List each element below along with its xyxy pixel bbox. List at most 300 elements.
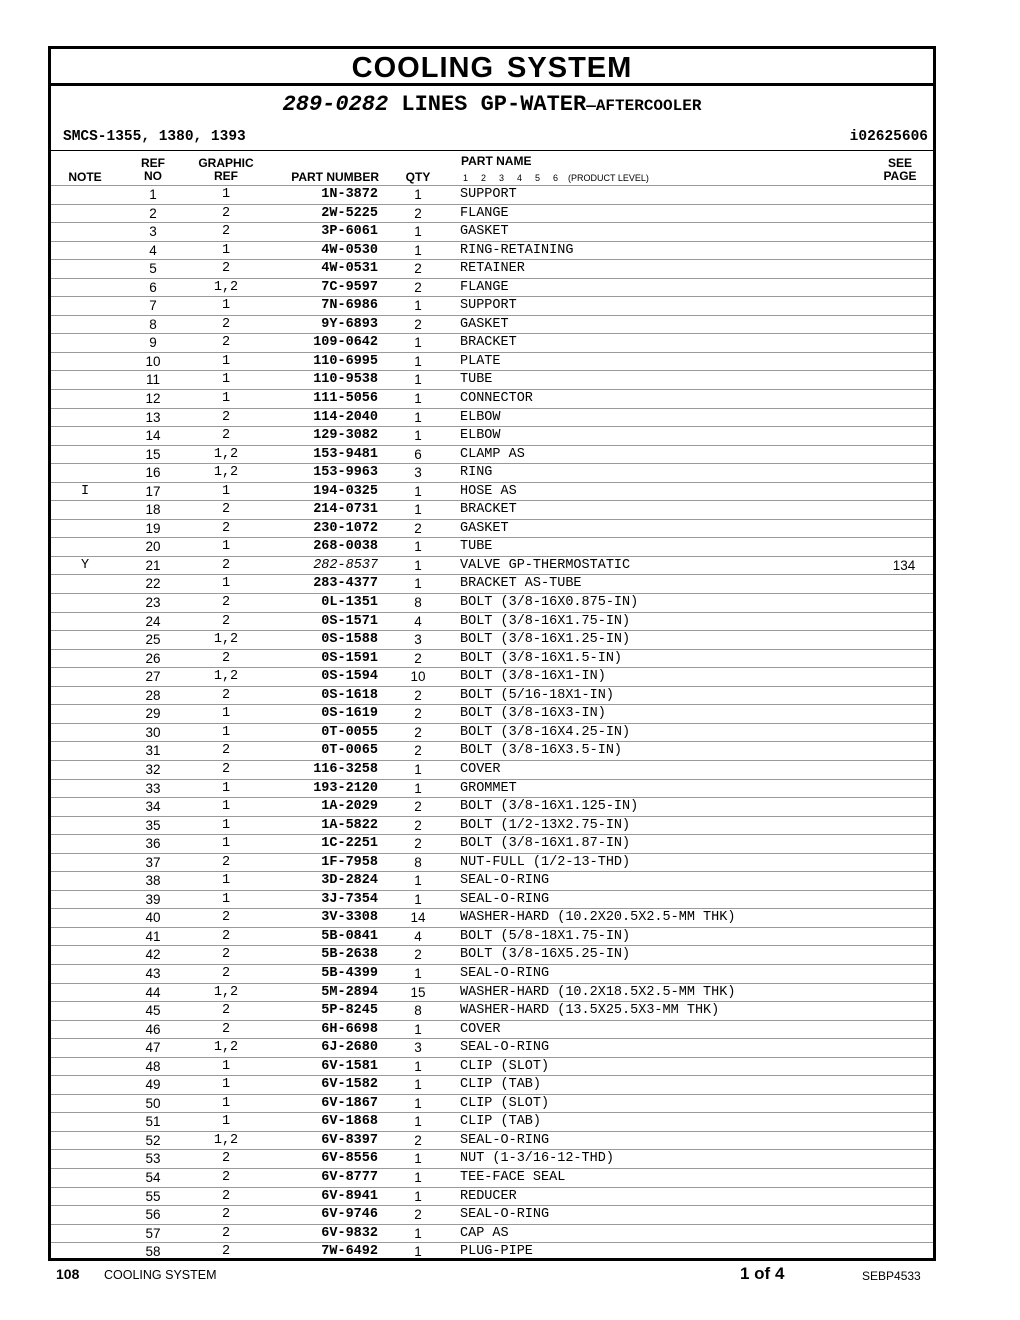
qty-cell: 4 [414, 613, 422, 629]
table-row [51, 185, 933, 204]
ref-no-cell: 24 [145, 613, 161, 629]
part-number-cell: 5M-2894 [321, 984, 378, 1000]
footer-doc-number: SEBP4533 [862, 1269, 921, 1283]
col-graphic-bottom: REF [214, 169, 238, 183]
graphic-ref-cell: 2 [221, 650, 231, 666]
table-row [51, 463, 933, 482]
ref-no-cell: 47 [145, 1040, 161, 1056]
qty-cell: 1 [414, 1095, 422, 1111]
qty-cell: 1 [414, 391, 422, 407]
ref-no-cell: 50 [145, 1095, 161, 1111]
footer-page-count: 1 of 4 [740, 1264, 785, 1283]
ref-no-cell: 45 [145, 1003, 161, 1019]
ref-no-cell: 35 [145, 817, 161, 833]
qty-cell: 2 [414, 316, 422, 332]
ref-no-cell: 38 [145, 873, 161, 889]
ref-no-cell: 41 [145, 928, 161, 944]
ref-no-cell: 8 [149, 316, 157, 332]
table-row [51, 797, 933, 816]
level-4: 4 [517, 173, 523, 183]
ref-no-cell: 19 [145, 520, 161, 536]
parts-list-frame [48, 46, 936, 1261]
part-number-cell: 6V-1582 [321, 1077, 378, 1093]
part-number-cell: 1N-3872 [321, 187, 378, 202]
part-number-cell: 7W-6492 [321, 1244, 378, 1260]
col-graphic-top: GRAPHIC [198, 156, 254, 170]
part-number-cell: 9Y-6893 [321, 316, 378, 332]
ref-no-cell: 21 [145, 557, 161, 573]
table-row [51, 927, 933, 946]
part-name-cell: CONNECTOR [460, 391, 533, 407]
part-name-cell: TUBE [460, 372, 493, 388]
table-row [51, 667, 933, 686]
graphic-ref-cell: 2 [221, 520, 231, 536]
table-row [51, 1168, 933, 1187]
ref-no-cell: 34 [145, 799, 161, 815]
graphic-ref-cell: 2 [221, 1169, 231, 1185]
page-title: COOLING SYSTEM [351, 52, 633, 84]
part-number-cell: 6V-1868 [321, 1114, 378, 1130]
table-row [51, 1205, 933, 1224]
qty-cell: 1 [414, 965, 422, 981]
part-name-cell: WASHER-HARD (10.2X18.5X2.5-MM THK) [460, 984, 736, 1000]
graphic-ref-cell: 2 [221, 502, 231, 518]
ref-no-cell: 54 [145, 1169, 161, 1185]
part-number-cell: 7N-6986 [321, 298, 378, 314]
qty-cell: 1 [414, 242, 422, 258]
qty-cell: 1 [414, 761, 422, 777]
table-row [51, 352, 933, 371]
part-number-cell: 214-0731 [313, 502, 378, 518]
ref-no-cell: 55 [145, 1188, 161, 1204]
part-number-cell: 6V-9832 [321, 1225, 378, 1241]
graphic-ref-cell: 1,2 [213, 1040, 239, 1056]
part-number-cell: 6V-1867 [321, 1095, 378, 1111]
part-number-cell: 0S-1571 [321, 613, 378, 629]
table-row [51, 241, 933, 260]
graphic-ref-cell: 2 [221, 928, 231, 944]
ref-no-cell: 32 [145, 761, 161, 777]
part-number-cell: 268-0038 [313, 539, 378, 555]
part-name-cell: FLANGE [460, 279, 509, 295]
table-row [51, 741, 933, 760]
graphic-ref-cell: 2 [221, 557, 231, 573]
ref-no-cell: 53 [145, 1151, 161, 1167]
qty-cell: 2 [414, 205, 422, 221]
table-row [51, 816, 933, 835]
table-row [51, 945, 933, 964]
ref-no-cell: 18 [145, 502, 161, 518]
qty-cell: 1 [414, 1058, 422, 1074]
qty-cell: 2 [414, 520, 422, 536]
qty-cell: 1 [414, 873, 422, 889]
graphic-ref-cell: 2 [221, 854, 231, 870]
table-row [51, 1020, 933, 1039]
ref-no-cell: 30 [145, 724, 161, 740]
group-title-bar [51, 86, 933, 120]
graphic-ref-cell: 2 [221, 687, 231, 703]
ref-no-cell: 56 [145, 1207, 161, 1223]
ref-no-cell: 40 [145, 910, 161, 926]
qty-cell: 2 [414, 1207, 422, 1223]
footer-section-title: COOLING SYSTEM [104, 1268, 217, 1282]
note-cell: Y [80, 557, 90, 573]
col-part-number: PART NUMBER [291, 170, 379, 184]
graphic-ref-cell: 1,2 [213, 632, 239, 648]
qty-cell: 1 [414, 891, 422, 907]
table-row [51, 1094, 933, 1113]
table-row [51, 315, 933, 334]
graphic-ref-cell: 1 [221, 706, 231, 722]
table-row [51, 204, 933, 223]
part-number-cell: 6V-8556 [321, 1151, 378, 1167]
graphic-ref-cell: 1,2 [213, 446, 239, 462]
part-name-cell: SEAL-O-RING [460, 1207, 550, 1223]
part-name-cell: BOLT (5/16-18X1-IN) [460, 687, 614, 703]
col-see-bottom: PAGE [883, 169, 917, 183]
table-row [51, 1075, 933, 1094]
table-row [51, 222, 933, 241]
graphic-ref-cell: 2 [221, 1188, 231, 1204]
qty-cell: 2 [414, 650, 422, 666]
part-number-cell: 2W-5225 [321, 205, 378, 221]
qty-cell: 1 [414, 576, 422, 592]
table-row [51, 983, 933, 1002]
part-name-cell: BOLT (5/8-18X1.75-IN) [460, 928, 631, 944]
ref-no-cell: 33 [145, 780, 161, 796]
ref-no-cell: 52 [145, 1132, 161, 1148]
table-row [51, 834, 933, 853]
graphic-ref-cell: 2 [221, 1207, 231, 1223]
ref-no-cell: 12 [145, 391, 161, 407]
ref-no-cell: 58 [145, 1244, 161, 1260]
qty-cell: 1 [414, 224, 422, 240]
qty-cell: 1 [414, 780, 422, 796]
graphic-ref-cell: 2 [221, 205, 231, 221]
qty-cell: 1 [414, 1244, 422, 1260]
qty-cell: 1 [414, 1114, 422, 1130]
graphic-ref-cell: 2 [221, 428, 231, 444]
table-row [51, 964, 933, 983]
graphic-ref-cell: 2 [221, 224, 231, 240]
part-number-cell: 110-9538 [313, 372, 378, 388]
part-name-cell: BOLT (3/8-16X1.125-IN) [460, 799, 639, 815]
ref-no-cell: 26 [145, 650, 161, 666]
col-note: NOTE [68, 170, 102, 184]
qty-cell: 3 [414, 1040, 422, 1056]
qty-cell: 1 [414, 1169, 422, 1185]
ref-no-cell: 4 [149, 242, 157, 258]
table-row [51, 500, 933, 519]
table-row [51, 649, 933, 668]
part-name-cell: RETAINER [460, 261, 525, 277]
ref-no-cell: 1 [149, 187, 157, 202]
part-number-cell: 116-3258 [313, 761, 378, 777]
part-name-cell: ELBOW [460, 428, 501, 444]
table-row [51, 779, 933, 798]
table-row [51, 686, 933, 705]
graphic-ref-cell: 1 [221, 372, 231, 388]
qty-cell: 2 [414, 817, 422, 833]
qty-cell: 1 [414, 1225, 422, 1241]
table-row [51, 278, 933, 297]
ref-no-cell: 31 [145, 743, 161, 759]
graphic-ref-cell: 1 [221, 873, 231, 889]
part-name-cell: SUPPORT [460, 298, 517, 314]
ref-no-cell: 49 [145, 1077, 161, 1093]
table-row [51, 259, 933, 278]
graphic-ref-cell: 1 [221, 298, 231, 314]
table-row [51, 389, 933, 408]
level-6: 6 [553, 173, 559, 183]
qty-cell: 1 [414, 372, 422, 388]
graphic-ref-cell: 2 [221, 409, 231, 425]
part-name-cell: BOLT (3/8-16X3-IN) [460, 706, 606, 722]
qty-cell: 2 [414, 1132, 422, 1148]
part-number-cell: 5B-2638 [321, 947, 378, 963]
part-name-cell: BOLT (3/8-16X1-IN) [460, 669, 606, 685]
qty-cell: 8 [414, 1003, 422, 1019]
group-title [283, 92, 702, 117]
table-row [51, 890, 933, 909]
ref-no-cell: 36 [145, 836, 161, 852]
part-number-cell: 109-0642 [313, 335, 378, 351]
table-row [51, 612, 933, 631]
qty-cell: 2 [414, 724, 422, 740]
ref-no-cell: 5 [149, 261, 157, 277]
graphic-ref-cell: 2 [221, 613, 231, 629]
ref-no-cell: 29 [145, 706, 161, 722]
part-name-cell: NUT-FULL (1/2-13-THD) [460, 854, 631, 870]
table-row [51, 426, 933, 445]
ref-no-cell: 43 [145, 965, 161, 981]
table-row [51, 370, 933, 389]
graphic-ref-cell: 2 [221, 1021, 231, 1037]
graphic-ref-cell: 1 [221, 1114, 231, 1130]
part-name-cell: PLATE [460, 353, 501, 369]
part-number-cell: 4W-0531 [321, 261, 378, 277]
qty-cell: 3 [414, 465, 422, 481]
ref-no-cell: 11 [145, 372, 160, 388]
part-name-cell: BRACKET [460, 335, 517, 351]
part-name-cell: ELBOW [460, 409, 501, 425]
graphic-ref-cell: 2 [221, 743, 231, 759]
part-number-cell: 3D-2824 [321, 873, 378, 889]
graphic-ref-cell: 1,2 [213, 465, 239, 481]
graphic-ref-cell: 1 [221, 391, 231, 407]
col-ref-top: REF [141, 156, 165, 170]
part-name-cell: BOLT (3/8-16X3.5-IN) [460, 743, 623, 759]
table-row [51, 519, 933, 538]
graphic-ref-cell: 2 [221, 947, 231, 963]
part-number-cell: 283-4377 [313, 576, 378, 592]
part-number-cell: 230-1072 [313, 520, 378, 536]
graphic-ref-cell: 1 [221, 1077, 231, 1093]
table-row [51, 1224, 933, 1243]
part-number-cell: 1F-7958 [321, 854, 378, 870]
col-see-top: SEE [887, 156, 912, 170]
graphic-ref-cell: 2 [221, 1151, 231, 1167]
graphic-ref-cell: 1 [221, 817, 231, 833]
part-name-cell: TUBE [460, 539, 493, 555]
graphic-ref-cell: 1 [221, 353, 231, 369]
graphic-ref-cell: 2 [221, 595, 231, 611]
graphic-ref-cell: 1 [221, 483, 231, 499]
part-number-cell: 0S-1594 [321, 669, 378, 685]
product-level-label: (PRODUCT LEVEL) [568, 173, 649, 183]
title-bar [51, 49, 933, 86]
ref-no-cell: 27 [145, 669, 161, 685]
part-number-cell: 0S-1618 [321, 687, 378, 703]
graphic-ref-cell: 1 [221, 187, 231, 202]
ref-no-cell: 17 [145, 483, 161, 499]
table-row [51, 556, 933, 575]
part-name-cell: SUPPORT [460, 187, 517, 202]
graphic-ref-cell: 1 [221, 891, 231, 907]
qty-cell: 1 [414, 502, 422, 518]
qty-cell: 1 [414, 1188, 422, 1204]
ref-no-cell: 22 [145, 576, 161, 592]
ref-no-cell: 13 [145, 409, 161, 425]
graphic-ref-cell: 1 [221, 780, 231, 796]
part-name-cell: BOLT (1/2-13X2.75-IN) [460, 817, 631, 833]
col-part-name: PART NAME [461, 154, 532, 168]
qty-cell: 1 [414, 1021, 422, 1037]
ref-no-cell: 14 [145, 428, 161, 444]
qty-cell: 1 [414, 409, 422, 425]
ref-no-cell: 42 [145, 947, 161, 963]
graphic-ref-cell: 2 [221, 965, 231, 981]
part-name-cell: GASKET [460, 316, 509, 332]
ref-no-cell: 48 [145, 1058, 161, 1074]
table-row [51, 853, 933, 872]
parts-table-body [51, 185, 933, 1261]
qty-cell: 6 [414, 446, 422, 462]
part-name-cell: CLIP (SLOT) [460, 1058, 550, 1074]
part-name-cell: PLUG-PIPE [460, 1244, 533, 1260]
part-number-cell: 6V-9746 [321, 1207, 378, 1223]
graphic-ref-cell: 2 [221, 910, 231, 926]
graphic-ref-cell: 1 [221, 242, 231, 258]
part-name-cell: RING [460, 465, 493, 481]
part-number-cell: 0T-0055 [321, 724, 378, 740]
table-row [51, 760, 933, 779]
part-name-cell: CLIP (TAB) [460, 1077, 542, 1093]
qty-cell: 1 [414, 483, 422, 499]
table-row [51, 482, 933, 501]
part-number-cell: 0T-0065 [321, 743, 378, 759]
part-number-cell: 1C-2251 [321, 836, 378, 852]
part-name-cell: BOLT (3/8-16X1.75-IN) [460, 613, 631, 629]
graphic-ref-cell: 1 [221, 1058, 231, 1074]
part-name-cell: SEAL-O-RING [460, 1132, 550, 1148]
part-number-cell: 1A-2029 [321, 799, 378, 815]
table-row [51, 593, 933, 612]
part-number-cell: 6J-2680 [321, 1040, 378, 1056]
part-number-cell: 6H-6698 [321, 1021, 378, 1037]
qty-cell: 1 [414, 1151, 422, 1167]
table-row [51, 1242, 933, 1261]
qty-cell: 2 [414, 279, 422, 295]
table-row [51, 1057, 933, 1076]
graphic-ref-cell: 2 [221, 761, 231, 777]
qty-cell: 1 [414, 353, 422, 369]
table-row [51, 445, 933, 464]
ref-no-cell: 28 [145, 687, 161, 703]
part-number-cell: 5B-4399 [321, 965, 378, 981]
graphic-ref-cell: 1,2 [213, 279, 239, 295]
part-number-cell: 5B-0841 [321, 928, 378, 944]
part-number-cell: 129-3082 [313, 428, 378, 444]
part-name-cell: VALVE GP-THERMOSTATIC [460, 557, 631, 573]
table-row [51, 333, 933, 352]
part-name-cell: BRACKET [460, 502, 517, 518]
smcs-codes: SMCS-1355, 1380, 1393 [63, 129, 246, 145]
part-number-cell: 3J-7354 [321, 891, 378, 907]
graphic-ref-cell: 2 [221, 1225, 231, 1241]
part-name-cell: BOLT (3/8-16X1.25-IN) [460, 632, 631, 648]
qty-cell: 1 [414, 557, 422, 573]
group-name: LINES GP-WATER [401, 92, 587, 117]
ref-no-cell: 2 [149, 205, 157, 221]
table-row [51, 1131, 933, 1150]
part-name-cell: GROMMET [460, 780, 517, 796]
qty-cell: 8 [414, 595, 422, 611]
table-row [51, 704, 933, 723]
ref-no-cell: 44 [145, 984, 161, 1000]
see-page-cell: 134 [892, 557, 916, 573]
level-3: 3 [499, 173, 505, 183]
part-number-cell: 193-2120 [313, 780, 378, 796]
table-row [51, 1112, 933, 1131]
part-name-cell: HOSE AS [460, 483, 517, 499]
part-name-cell: BOLT (3/8-16X0.875-IN) [460, 595, 639, 611]
group-suffix: —AFTERCOOLER [586, 97, 702, 115]
qty-cell: 2 [414, 799, 422, 815]
part-number-cell: 110-6995 [313, 353, 378, 369]
part-number-cell: 5P-8245 [321, 1003, 378, 1019]
part-name-cell: CLIP (SLOT) [460, 1095, 550, 1111]
graphic-ref-cell: 1,2 [213, 669, 239, 685]
qty-cell: 1 [414, 298, 422, 314]
graphic-ref-cell: 1,2 [213, 1132, 239, 1148]
part-name-cell: REDUCER [460, 1188, 517, 1204]
part-name-cell: SEAL-O-RING [460, 1040, 550, 1056]
part-number-cell: 0S-1619 [321, 706, 378, 722]
qty-cell: 2 [414, 947, 422, 963]
part-name-cell: BOLT (3/8-16X1.5-IN) [460, 650, 623, 666]
part-number-cell: 1A-5822 [321, 817, 378, 833]
graphic-ref-cell: 1 [221, 1095, 231, 1111]
qty-cell: 8 [414, 854, 422, 870]
part-number-cell: 194-0325 [313, 483, 378, 499]
ref-no-cell: 57 [145, 1225, 161, 1241]
part-name-cell: SEAL-O-RING [460, 873, 550, 889]
qty-cell: 1 [414, 539, 422, 555]
graphic-ref-cell: 1 [221, 799, 231, 815]
part-name-cell: RING-RETAINING [460, 242, 574, 258]
ref-no-cell: 37 [145, 854, 161, 870]
table-row [51, 1187, 933, 1206]
table-row [51, 908, 933, 927]
qty-cell: 2 [414, 687, 422, 703]
part-name-cell: GASKET [460, 224, 509, 240]
level-5: 5 [535, 173, 541, 183]
part-name-cell: COVER [460, 761, 501, 777]
ref-no-cell: 46 [145, 1021, 161, 1037]
ref-no-cell: 3 [149, 224, 157, 240]
qty-cell: 15 [410, 984, 426, 1000]
